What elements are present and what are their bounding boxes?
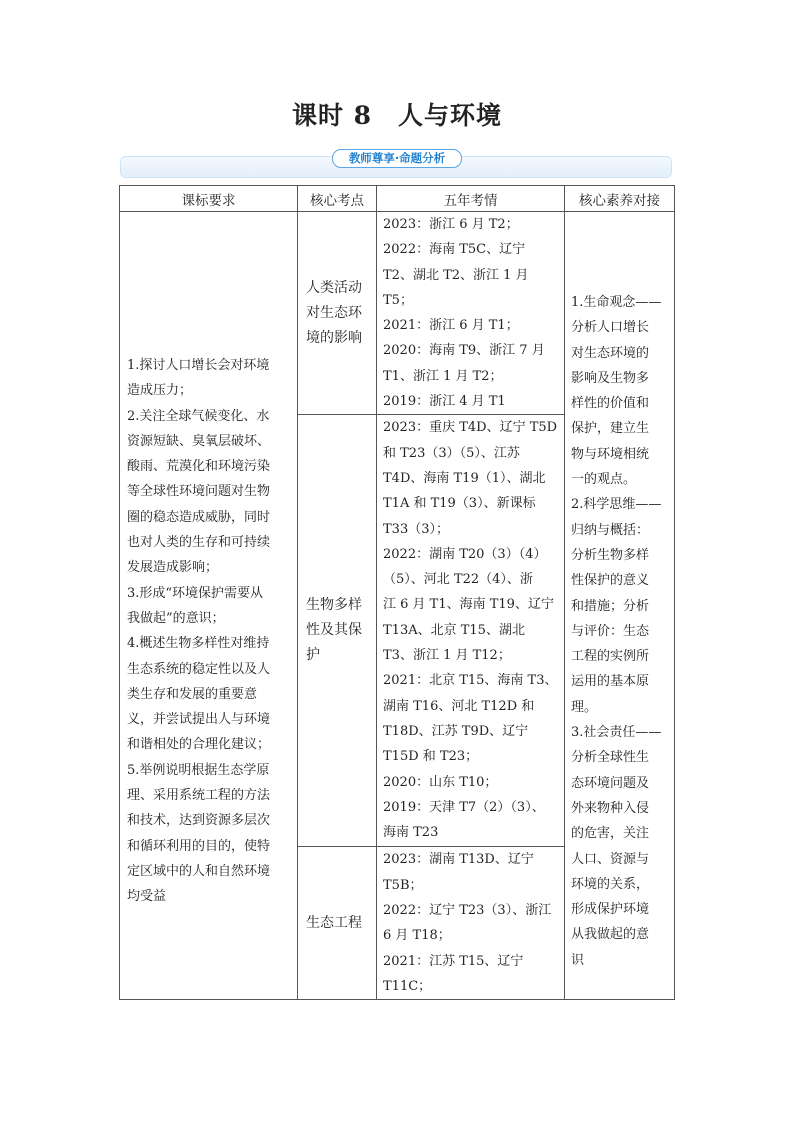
header-literacy: 核心素养对接: [565, 186, 675, 212]
table-header-row: [120, 186, 675, 212]
page-title: 课时 8 人与环境: [291, 101, 503, 130]
exam-history-cell: 2023：湖南 T13D、辽宁 T5B； 2022：辽宁 T23（3）、浙江 6 月 T18； 2021：江苏 T15、辽宁 T11C；: [377, 847, 565, 1000]
banner-label: 教师尊享·命题分析: [332, 149, 462, 168]
requirements-cell: 1.探讨人口增长会对环境 造成压力； 2.关注全球气候变化、水 资源短缺、臭氧层破坏、 酸雨、荒漠化和环境污染 等全球性环境问题对生物 圈的稳态造成威胁，同时 也对人类的生存和可持续 发展造成影响； 3.形成“环境保护需要从 我做起”的意识； 4.概述生物多样性对维持 生态系统的稳定性以及人 类生存和发展的重要意 义，并尝试提出人与环境 和谐相处的合理化建议； 5.举例说明根据生态学原 理、采用系统工程的方法 和技术，达到资源多层次 和循环利用的目的，使特 定区域中的人和自然环境 均受益: [120, 212, 298, 1000]
core-point-cell: 人类活动 对生态环 境的影响: [298, 212, 377, 415]
exam-history-cell: 2023：重庆 T4D、辽宁 T5D 和 T23（3）（5）、江苏 T4D、海南 T19（1）、湖北 T1A 和 T19（3）、新课标 T33（3）； 2022：湖南 T20（3）（4） （5）、河北 T22（4）、浙 江 6 月 T1、海南 T19、辽宁 T13A、北京 T15、湖北 T3、浙江 1 月 T12； 2021：北京 T15、海南 T3、 湖南 T16、河北 T12D 和 T18D、江苏 T9D、辽宁 T15D 和 T23； 2020：山东 T10； 2019：天津 T7（2）（3）、 海南 T23: [377, 415, 565, 847]
banner: [120, 151, 672, 176]
header-requirements: 课标要求: [120, 186, 298, 212]
header-exam-history: 五年考情: [377, 186, 565, 212]
table-row: [120, 212, 675, 415]
exam-analysis-table: [119, 185, 675, 1000]
header-core-point: 核心考点: [298, 186, 377, 212]
exam-history-cell: 2023：浙江 6 月 T2； 2022：海南 T5C、辽宁 T2、湖北 T2、浙江 1 月 T5； 2021：浙江 6 月 T1； 2020：海南 T9、浙江 7 月 T1、浙江 1 月 T2； 2019：浙江 4 月 T1: [377, 212, 565, 415]
core-point-cell: 生态工程: [298, 847, 377, 1000]
core-point-cell: 生物多样 性及其保 护: [298, 415, 377, 847]
literacy-cell: 1.生命观念—— 分析人口增长 对生态环境的 影响及生物多 样性的价值和 保护，建立生 物与环境相统 一的观点。 2.科学思维—— 归纳与概括： 分析生物多样 性保护的意义 和措施；分析 与评价：生态 工程的实例所 运用的基本原 理。 3.社会责任—— 分析全球性生 态环境问题及 外来物种入侵 的危害，关注 人口、资源与 环境的关系， 形成保护环境 从我做起的意 识: [565, 212, 675, 1000]
